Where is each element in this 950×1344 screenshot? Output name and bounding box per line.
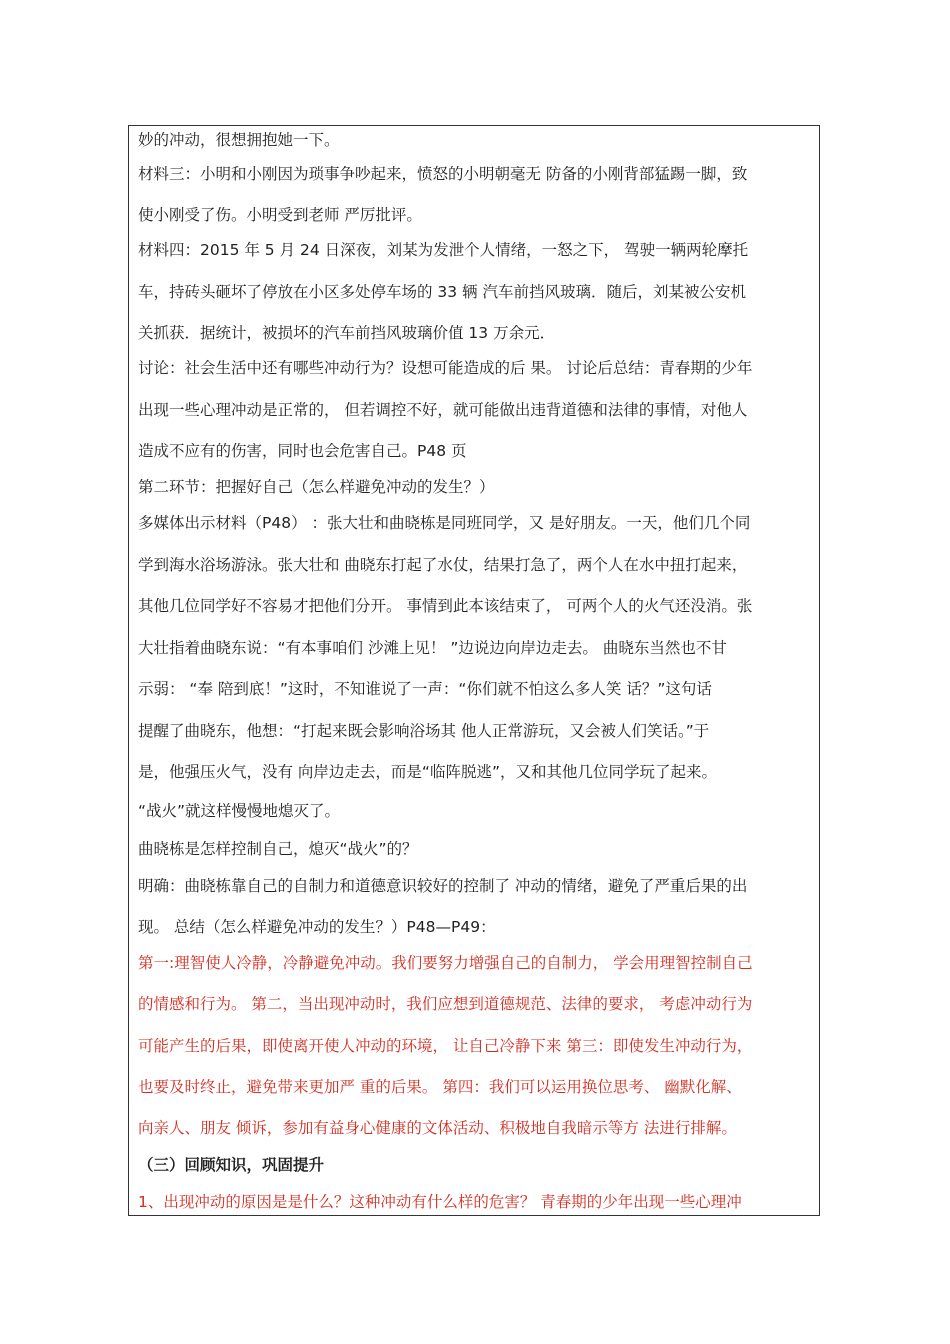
- text-line: 大壮指着曲晓东说：“有本事咱们 沙滩上见！ ”边说边向岸边走去。 曲晓东当然也不甘: [138, 639, 727, 657]
- text-line-red: 可能产生的后果，即使离开使人冲动的环境， 让自己冷静下来 第三：即使发生冲动行为，: [138, 1037, 753, 1055]
- text-line: “战火”就这样慢慢地熄灭了。: [138, 802, 341, 820]
- text-line: 车，持砖头砸坏了停放在小区多处停车场的 33 辆 汽车前挡风玻璃．随后，刘某被公安机: [138, 283, 747, 301]
- text-line: 是，他强压火气，没有 向岸边走去，而是“临阵脱逃”，又和其他几位同学玩了起来。: [138, 763, 717, 781]
- text-line: 学到海水浴场游泳。张大壮和 曲晓东打起了水仗，结果打急了，两个人在水中扭打起来，: [138, 556, 748, 574]
- text-line-red: 的情感和行为。 第二，当出现冲动时，我们应想到道德规范、法律的要求， 考虑冲动行为: [138, 995, 753, 1013]
- text-line: 材料四：2015 年 5 月 24 日深夜，刘某为发泄个人情绪，一怒之下， 驾驶一辆两轮摩托: [138, 241, 749, 259]
- text-line: 使小刚受了伤。小明受到老师 严厉批评。: [138, 206, 422, 224]
- text-line: 妙的冲动，很想拥抱她一下。: [138, 131, 340, 149]
- text-line: 明确：曲晓栋靠自己的自制力和道德意识较好的控制了 冲动的情绪，避免了严重后果的出: [138, 877, 748, 895]
- text-line-red: 第一:理智使人冷静，冷静避免冲动。我们要努力增强自己的自制力， 学会用理智控制自己: [138, 954, 753, 972]
- section-heading: （三）回顾知识，巩固提升: [138, 1156, 325, 1174]
- text-line: 曲晓栋是怎样控制自己，熄灭“战火”的？: [138, 840, 418, 858]
- text-line: 现。 总结（怎么样避免冲动的发生？）P48—P49：: [138, 918, 496, 936]
- text-line-red: 1、出现冲动的原因是是什么？这种冲动有什么样的危害？ 青春期的少年出现一些心理冲: [138, 1193, 742, 1211]
- text-line: 材料三：小明和小刚因为琐事争吵起来，愤怒的小明朝毫无 防备的小刚背部猛踢一脚，致: [138, 165, 748, 183]
- text-line: 提醒了曲晓东，他想：“打起来既会影响浴场其 他人正常游玩，又会被人们笑话。”于: [138, 722, 710, 740]
- text-line: 多媒体出示材料（P48） ：张大壮和曲晓栋是同班同学，又 是好朋友。一天，他们几个同: [138, 514, 751, 532]
- text-line: 第二环节：把握好自己（怎么样避免冲动的发生？）: [138, 478, 495, 496]
- text-line-red: 向亲人、朋友 倾诉，参加有益身心健康的文体活动、积极地自我暗示等方 法进行排解。: [138, 1119, 737, 1137]
- text-line: 造成不应有的伤害，同时也会危害自己。P48 页: [138, 442, 467, 460]
- text-line: 关抓获．据统计，被损坏的汽车前挡风玻璃价值 13 万余元．: [138, 324, 556, 342]
- text-line-red: 也要及时终止，避免带来更加严 重的后果。 第四：我们可以运用换位思考、 幽默化解、: [138, 1078, 742, 1096]
- text-line: 示弱： “奉 陪到底！”这时，不知谁说了一声：“你们就不怕这么多人笑 话？”这句话: [138, 680, 712, 698]
- text-line: 其他几位同学好不容易才把他们分开。 事情到此本该结束了， 可两个人的火气还没消。张: [138, 597, 753, 615]
- text-line: 讨论：社会生活中还有哪些冲动行为？设想可能造成的后 果。 讨论后总结：青春期的少年: [138, 359, 753, 377]
- text-line: 出现一些心理冲动是正常的， 但若调控不好，就可能做出违背道德和法律的事情，对他人: [138, 401, 748, 419]
